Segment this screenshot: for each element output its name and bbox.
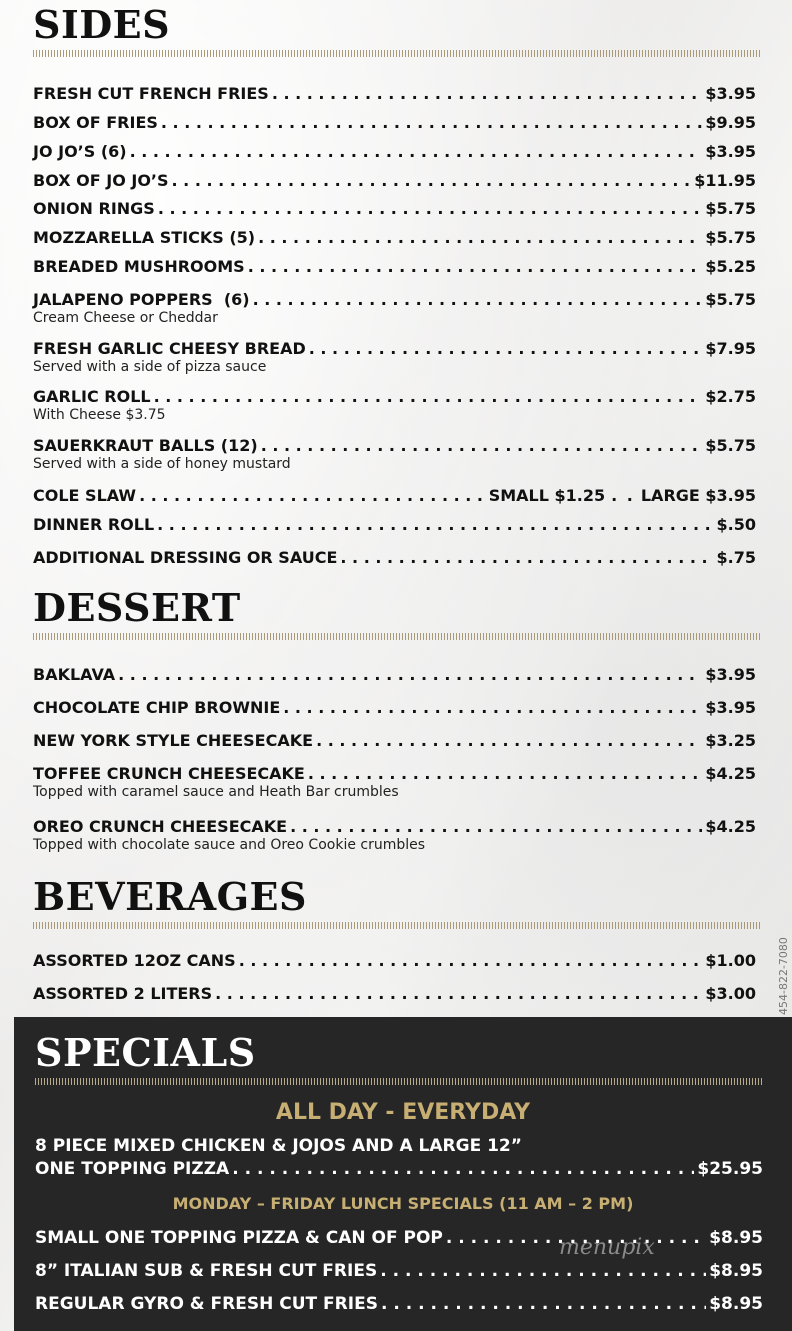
item-name: NEW YORK STYLE CHEESECAKE: [33, 731, 314, 750]
menu-item: [0, 436, 792, 472]
item-name: CHOCOLATE CHIP BROWNIE: [33, 698, 281, 717]
item-price-small: SMALL $1.25: [488, 486, 606, 505]
specials-subheading-allday: ALL DAY - EVERYDAY: [275, 1100, 531, 1125]
item-price: $11.95: [694, 171, 756, 190]
item-name: SAUERKRAUT BALLS (12): [33, 436, 258, 455]
item-price: $.50: [716, 515, 756, 534]
item-price: $3.95: [705, 698, 756, 717]
menu-item: [0, 731, 792, 750]
item-description: Topped with chocolate sauce and Oreo Cookie crumbles: [33, 837, 426, 853]
special-item: [35, 1261, 763, 1281]
sides-heading: SIDES: [33, 2, 171, 47]
item-price: $3.95: [705, 665, 756, 684]
item-price: $4.25: [705, 764, 756, 783]
leader-dots: [248, 257, 703, 276]
leader-dots: [154, 387, 703, 406]
item-name: JALAPENO POPPERS (6): [33, 290, 250, 309]
item-price-large: LARGE $3.95: [640, 486, 756, 505]
specials-heading: SPECIALS: [35, 1030, 256, 1075]
item-name: TOFFEE CRUNCH CHEESECAKE: [33, 764, 305, 783]
leader-dots: [118, 665, 702, 684]
item-price: $.75: [716, 548, 756, 567]
leader-dots: [380, 1261, 706, 1281]
menu-item: [0, 387, 792, 423]
leader-dots: [258, 228, 702, 247]
dessert-heading: DESSERT: [33, 585, 241, 630]
specials-divider: [35, 1078, 763, 1085]
item-price: $3.25: [705, 731, 756, 750]
item-name: COLE SLAW: [33, 486, 137, 505]
item-name: DINNER ROLL: [33, 515, 155, 534]
beverages-section: [0, 874, 792, 929]
item-price: $5.25: [705, 257, 756, 276]
leader-dots: [239, 951, 703, 970]
leader-dots: [172, 171, 692, 190]
beverages-divider: [33, 922, 761, 929]
menu-item: [0, 665, 792, 684]
item-price: $2.75: [705, 387, 756, 406]
watermark-logo: menupix: [559, 1235, 655, 1260]
item-price: $5.75: [705, 199, 756, 218]
sides-section: [0, 2, 792, 57]
item-name: 8” ITALIAN SUB & FRESH CUT FRIES: [35, 1261, 378, 1281]
item-price: $8.95: [709, 1294, 763, 1314]
menu-item: [0, 951, 792, 970]
item-name: ONION RINGS: [33, 199, 155, 218]
item-name: BOX OF FRIES: [33, 113, 158, 132]
item-name: MOZZARELLA STICKS (5): [33, 228, 256, 247]
item-description: Topped with caramel sauce and Heath Bar crumbles: [33, 784, 399, 800]
special-item: [35, 1294, 763, 1314]
leader-dots: [381, 1294, 706, 1314]
menu-item: [0, 113, 792, 132]
leader-dots: [340, 548, 713, 567]
sides-divider: [33, 50, 761, 57]
item-name: JO JO’S (6): [33, 142, 127, 161]
menu-item: [0, 486, 792, 505]
leader-dots: [253, 290, 703, 309]
menu-item: [0, 817, 792, 853]
menu-item: [0, 764, 792, 800]
item-name: BREADED MUSHROOMS: [33, 257, 245, 276]
menu-item: [0, 84, 792, 103]
item-name: ASSORTED 12OZ CANS: [33, 951, 236, 970]
menu-item: [0, 142, 792, 161]
item-price: $8.95: [709, 1228, 763, 1248]
item-name: BOX OF JO JO’S: [33, 171, 169, 190]
item-price: $4.25: [705, 817, 756, 836]
item-price: $7.95: [705, 339, 756, 358]
item-price: $3.00: [705, 984, 756, 1003]
side-phone-text: 454-822-7080: [777, 937, 790, 1015]
item-name: ASSORTED 2 LITERS: [33, 984, 213, 1003]
menu-item: [0, 228, 792, 247]
leader-dots: [308, 764, 703, 783]
leader-dots: [283, 698, 702, 717]
item-price: $1.00: [705, 951, 756, 970]
menu-item: [0, 339, 792, 375]
dessert-divider: [33, 633, 761, 640]
item-name: ADDITIONAL DRESSING OR SAUCE: [33, 548, 338, 567]
menu-item: [0, 515, 792, 534]
leader-dots: [290, 817, 702, 836]
leader-dots: [316, 731, 702, 750]
menu-item: [0, 171, 792, 190]
menu-item: [0, 698, 792, 717]
item-name: FRESH GARLIC CHEESY BREAD: [33, 339, 306, 358]
menu-item: [0, 548, 792, 567]
leader-dots-short: . .: [611, 486, 635, 505]
menu-item: [0, 199, 792, 218]
leader-dots: [130, 142, 703, 161]
menu-item: [0, 257, 792, 276]
specials-panel: [14, 1017, 792, 1331]
leader-dots: [158, 199, 703, 218]
leader-dots: [309, 339, 703, 358]
item-description: Cream Cheese or Cheddar: [33, 310, 218, 326]
leader-dots: [157, 515, 713, 534]
item-name: BAKLAVA: [33, 665, 116, 684]
leader-dots: [161, 113, 703, 132]
item-price: $3.95: [705, 84, 756, 103]
menu-item: [0, 290, 792, 326]
leader-dots: [261, 436, 703, 455]
menu-item: [0, 984, 792, 1003]
item-name: REGULAR GYRO & FRESH CUT FRIES: [35, 1294, 378, 1314]
leader-dots: [232, 1159, 694, 1179]
leader-dots: [272, 84, 703, 103]
item-price: $5.75: [705, 228, 756, 247]
item-description: Served with a side of honey mustard: [33, 456, 291, 472]
special-combo-line1: 8 PIECE MIXED CHICKEN & JOJOS AND A LARGE 12”: [35, 1136, 522, 1156]
item-price: $8.95: [709, 1261, 763, 1281]
item-name: SMALL ONE TOPPING PIZZA & CAN OF POP: [35, 1228, 443, 1248]
item-price: $5.75: [705, 436, 756, 455]
leader-dots: [215, 984, 702, 1003]
special-combo-line2: ONE TOPPING PIZZA: [35, 1159, 230, 1179]
item-description: Served with a side of pizza sauce: [33, 359, 267, 375]
item-price: $3.95: [705, 142, 756, 161]
item-price: $9.95: [705, 113, 756, 132]
item-price: $5.75: [705, 290, 756, 309]
item-name: OREO CRUNCH CHEESECAKE: [33, 817, 288, 836]
dessert-section: [0, 585, 792, 640]
specials-subheading-lunch: MONDAY – FRIDAY LUNCH SPECIALS (11 AM – 2 PM): [172, 1194, 634, 1213]
beverages-heading: BEVERAGES: [33, 874, 307, 919]
item-name: FRESH CUT FRENCH FRIES: [33, 84, 269, 103]
item-description: With Cheese $3.75: [33, 407, 166, 423]
leader-dots: [139, 486, 486, 505]
special-combo-price: $25.95: [697, 1159, 763, 1179]
item-name: GARLIC ROLL: [33, 387, 151, 406]
special-combo: [35, 1136, 763, 1179]
